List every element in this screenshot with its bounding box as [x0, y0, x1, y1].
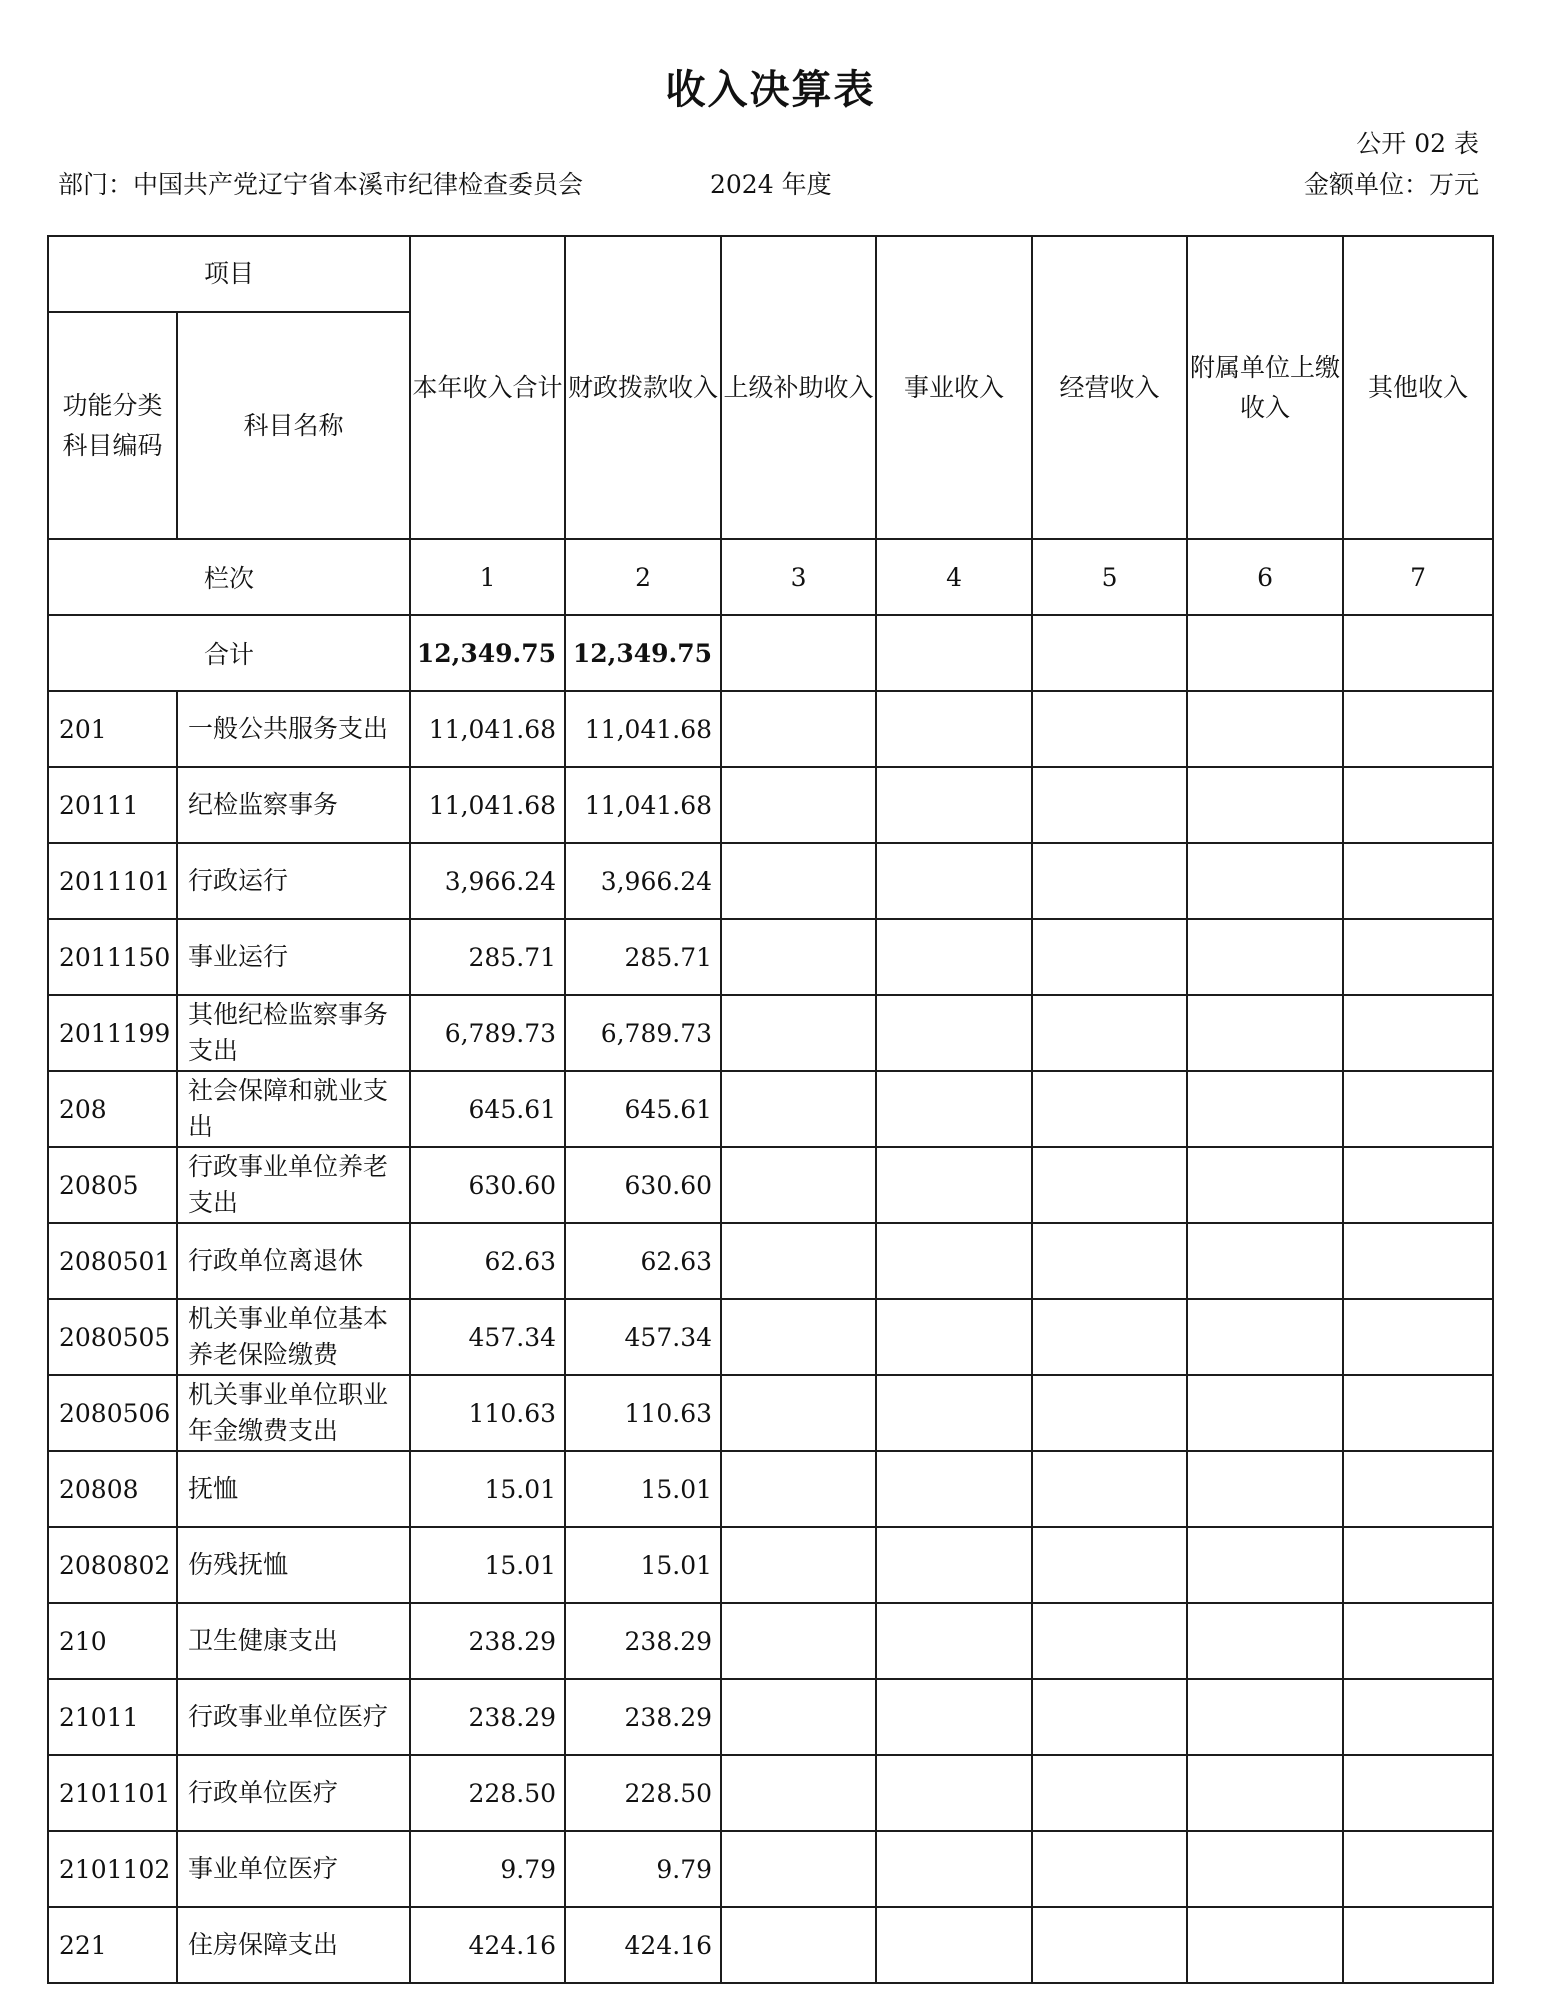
empty-cell [1032, 1831, 1187, 1907]
row-code: 2080506 [48, 1375, 177, 1451]
total-fiscal-income: 12,349.75 [565, 615, 721, 691]
total-income-total: 12,349.75 [410, 615, 565, 691]
table-row [48, 1375, 1493, 1451]
empty-cell [1032, 1223, 1187, 1299]
row-name [177, 1299, 410, 1375]
empty-cell [1343, 843, 1493, 919]
row-total-income: 238.29 [410, 1603, 565, 1679]
row-name [177, 1527, 410, 1603]
table-row [48, 1603, 1493, 1679]
header-col-4: 事业收入 [876, 236, 1032, 539]
empty-cell [721, 1451, 876, 1527]
empty-cell [1343, 1755, 1493, 1831]
row-fiscal-income: 9.79 [565, 1831, 721, 1907]
table-row [48, 1907, 1493, 1983]
header-item: 项目 [48, 236, 410, 312]
empty-cell [876, 1147, 1032, 1223]
table-row [48, 1527, 1493, 1603]
row-code: 2011101 [48, 843, 177, 919]
row-name-text: 行政单位医疗 [188, 1778, 339, 1807]
table-row [48, 691, 1493, 767]
row-name-text: 抚恤 [188, 1474, 239, 1503]
row-code: 20805 [48, 1147, 177, 1223]
row-code: 221 [48, 1907, 177, 1983]
empty-cell [876, 1223, 1032, 1299]
empty-cell [1032, 1527, 1187, 1603]
empty-cell [876, 1527, 1032, 1603]
page-title: 收入决算表 [665, 67, 876, 113]
row-code: 2011199 [48, 995, 177, 1071]
empty-cell [721, 1679, 876, 1755]
row-total-income: 9.79 [410, 1831, 565, 1907]
row-name [177, 767, 410, 843]
row-name [177, 1679, 410, 1755]
row-name-text: 社会保障和就业支出 [188, 1076, 389, 1141]
row-total-income: 6,789.73 [410, 995, 565, 1071]
row-name-text: 一般公共服务支出 [188, 714, 389, 743]
empty-cell [1187, 919, 1343, 995]
empty-cell [1343, 1223, 1493, 1299]
empty-cell [1187, 767, 1343, 843]
empty-cell [1187, 1223, 1343, 1299]
row-fiscal-income: 11,041.68 [565, 767, 721, 843]
empty-cell [721, 767, 876, 843]
column-number-label: 栏次 [48, 539, 410, 615]
empty-cell [1187, 1603, 1343, 1679]
row-fiscal-income: 457.34 [565, 1299, 721, 1375]
row-code: 20111 [48, 767, 177, 843]
empty-cell [1187, 843, 1343, 919]
empty-cell [721, 1223, 876, 1299]
fiscal-year: 2024 年度 [710, 170, 832, 199]
empty-cell [1032, 919, 1187, 995]
row-name [177, 1223, 410, 1299]
row-total-income: 228.50 [410, 1755, 565, 1831]
table-row [48, 1071, 1493, 1147]
row-total-income: 424.16 [410, 1907, 565, 1983]
header-code: 功能分类科目编码 [48, 312, 177, 539]
row-fiscal-income: 238.29 [565, 1679, 721, 1755]
table-row [48, 843, 1493, 919]
row-name [177, 1451, 410, 1527]
row-code: 2080501 [48, 1223, 177, 1299]
empty-cell [1032, 1679, 1187, 1755]
empty-cell [1343, 1071, 1493, 1147]
row-total-income: 11,041.68 [410, 767, 565, 843]
row-fiscal-income: 3,966.24 [565, 843, 721, 919]
empty-cell [1343, 615, 1493, 691]
empty-cell [1032, 1299, 1187, 1375]
empty-cell [1343, 1299, 1493, 1375]
row-fiscal-income: 630.60 [565, 1147, 721, 1223]
row-name-text: 机关事业单位基本养老保险缴费 [188, 1304, 389, 1369]
table-row [48, 1223, 1493, 1299]
empty-cell [721, 1603, 876, 1679]
row-code: 2011150 [48, 919, 177, 995]
header-col-1: 本年收入合计 [410, 236, 565, 539]
empty-cell [876, 1755, 1032, 1831]
column-number: 4 [876, 539, 1032, 615]
empty-cell [1343, 1527, 1493, 1603]
empty-cell [1032, 995, 1187, 1071]
empty-cell [876, 995, 1032, 1071]
row-fiscal-income: 6,789.73 [565, 995, 721, 1071]
empty-cell [876, 1907, 1032, 1983]
empty-cell [1187, 1755, 1343, 1831]
row-name [177, 1907, 410, 1983]
table-row [48, 1831, 1493, 1907]
empty-cell [1187, 1071, 1343, 1147]
row-fiscal-income: 238.29 [565, 1603, 721, 1679]
row-code: 2080802 [48, 1527, 177, 1603]
row-name-text: 纪检监察事务 [188, 790, 339, 819]
table-row [48, 1147, 1493, 1223]
row-name-text: 机关事业单位职业年金缴费支出 [188, 1380, 389, 1445]
row-code: 21011 [48, 1679, 177, 1755]
income-table [47, 235, 1494, 1984]
column-number: 6 [1187, 539, 1343, 615]
row-total-income: 15.01 [410, 1527, 565, 1603]
empty-cell [876, 1603, 1032, 1679]
header-name: 科目名称 [177, 312, 410, 539]
empty-cell [876, 1299, 1032, 1375]
empty-cell [876, 1071, 1032, 1147]
empty-cell [721, 1907, 876, 1983]
row-name [177, 1603, 410, 1679]
empty-cell [1187, 1831, 1343, 1907]
row-fiscal-income: 424.16 [565, 1907, 721, 1983]
row-name-text: 行政单位离退休 [188, 1246, 364, 1275]
empty-cell [1343, 1831, 1493, 1907]
empty-cell [876, 615, 1032, 691]
amount-unit: 金额单位：万元 [1303, 170, 1479, 199]
row-total-income: 11,041.68 [410, 691, 565, 767]
row-code: 2101102 [48, 1831, 177, 1907]
empty-cell [721, 691, 876, 767]
row-name [177, 1375, 410, 1451]
row-name [177, 1071, 410, 1147]
row-total-income: 3,966.24 [410, 843, 565, 919]
row-fiscal-income: 15.01 [565, 1527, 721, 1603]
empty-cell [876, 919, 1032, 995]
row-fiscal-income: 110.63 [565, 1375, 721, 1451]
empty-cell [721, 995, 876, 1071]
row-name [177, 1831, 410, 1907]
row-name-text: 事业运行 [188, 942, 289, 971]
column-number: 3 [721, 539, 876, 615]
header-col-5: 经营收入 [1032, 236, 1187, 539]
row-name-text: 伤残抚恤 [188, 1550, 289, 1579]
row-name [177, 1755, 410, 1831]
empty-cell [1187, 995, 1343, 1071]
header-col-6: 附属单位上缴收入 [1187, 236, 1343, 539]
empty-cell [1032, 1451, 1187, 1527]
empty-cell [876, 1375, 1032, 1451]
empty-cell [1032, 767, 1187, 843]
row-fiscal-income: 62.63 [565, 1223, 721, 1299]
total-label: 合计 [48, 615, 410, 691]
row-fiscal-income: 15.01 [565, 1451, 721, 1527]
empty-cell [1343, 1603, 1493, 1679]
row-fiscal-income: 11,041.68 [565, 691, 721, 767]
header-col-3: 上级补助收入 [721, 236, 876, 539]
empty-cell [1343, 691, 1493, 767]
row-total-income: 457.34 [410, 1299, 565, 1375]
row-code: 2101101 [48, 1755, 177, 1831]
empty-cell [721, 843, 876, 919]
empty-cell [1187, 1147, 1343, 1223]
row-total-income: 15.01 [410, 1451, 565, 1527]
empty-cell [1032, 1603, 1187, 1679]
row-code: 210 [48, 1603, 177, 1679]
row-fiscal-income: 228.50 [565, 1755, 721, 1831]
row-fiscal-income: 285.71 [565, 919, 721, 995]
empty-cell [1187, 1907, 1343, 1983]
table-row [48, 1451, 1493, 1527]
row-total-income: 238.29 [410, 1679, 565, 1755]
empty-cell [1032, 615, 1187, 691]
empty-cell [721, 1071, 876, 1147]
empty-cell [876, 1831, 1032, 1907]
empty-cell [1187, 1299, 1343, 1375]
empty-cell [721, 1755, 876, 1831]
empty-cell [1032, 1071, 1187, 1147]
row-name-text: 行政事业单位医疗 [188, 1702, 389, 1731]
empty-cell [1343, 767, 1493, 843]
table-row [48, 919, 1493, 995]
row-name-text: 其他纪检监察事务支出 [188, 1000, 389, 1065]
row-name-text: 卫生健康支出 [188, 1626, 339, 1655]
header-col-7: 其他收入 [1343, 236, 1493, 539]
empty-cell [1187, 691, 1343, 767]
empty-cell [876, 767, 1032, 843]
row-name [177, 843, 410, 919]
department-label: 部门：中国共产党辽宁省本溪市纪律检查委员会 [58, 170, 584, 199]
empty-cell [876, 1451, 1032, 1527]
empty-cell [1343, 1451, 1493, 1527]
empty-cell [721, 1299, 876, 1375]
empty-cell [721, 1375, 876, 1451]
row-code: 201 [48, 691, 177, 767]
empty-cell [1032, 1375, 1187, 1451]
header-col-2: 财政拨款收入 [565, 236, 721, 539]
row-fiscal-income: 645.61 [565, 1071, 721, 1147]
empty-cell [721, 919, 876, 995]
empty-cell [1343, 1375, 1493, 1451]
empty-cell [1187, 615, 1343, 691]
column-number: 1 [410, 539, 565, 615]
empty-cell [721, 1527, 876, 1603]
row-name-text: 事业单位医疗 [188, 1854, 339, 1883]
row-total-income: 62.63 [410, 1223, 565, 1299]
row-name-text: 住房保障支出 [188, 1930, 339, 1959]
row-name-text: 行政事业单位养老支出 [188, 1152, 389, 1217]
empty-cell [1187, 1375, 1343, 1451]
table-row [48, 995, 1493, 1071]
row-total-income: 110.63 [410, 1375, 565, 1451]
row-name [177, 1147, 410, 1223]
row-name-text: 行政运行 [188, 866, 289, 895]
empty-cell [721, 1831, 876, 1907]
table-row [48, 767, 1493, 843]
row-code: 20808 [48, 1451, 177, 1527]
empty-cell [1032, 691, 1187, 767]
row-code: 208 [48, 1071, 177, 1147]
empty-cell [1032, 843, 1187, 919]
column-number: 2 [565, 539, 721, 615]
table-row [48, 1679, 1493, 1755]
empty-cell [1187, 1451, 1343, 1527]
table-row [48, 1299, 1493, 1375]
empty-cell [876, 1679, 1032, 1755]
row-name [177, 919, 410, 995]
empty-cell [1032, 1147, 1187, 1223]
column-number: 5 [1032, 539, 1187, 615]
row-name [177, 691, 410, 767]
empty-cell [1343, 1147, 1493, 1223]
row-total-income: 285.71 [410, 919, 565, 995]
empty-cell [721, 615, 876, 691]
row-name [177, 995, 410, 1071]
row-code: 2080505 [48, 1299, 177, 1375]
empty-cell [876, 843, 1032, 919]
empty-cell [1187, 1679, 1343, 1755]
empty-cell [721, 1147, 876, 1223]
table-number: 公开 02 表 [1356, 129, 1479, 158]
empty-cell [1032, 1755, 1187, 1831]
empty-cell [1343, 995, 1493, 1071]
column-number: 7 [1343, 539, 1493, 615]
empty-cell [1343, 919, 1493, 995]
empty-cell [876, 691, 1032, 767]
empty-cell [1343, 1679, 1493, 1755]
row-total-income: 630.60 [410, 1147, 565, 1223]
empty-cell [1032, 1907, 1187, 1983]
table-row [48, 1755, 1493, 1831]
empty-cell [1187, 1527, 1343, 1603]
empty-cell [1343, 1907, 1493, 1983]
row-total-income: 645.61 [410, 1071, 565, 1147]
